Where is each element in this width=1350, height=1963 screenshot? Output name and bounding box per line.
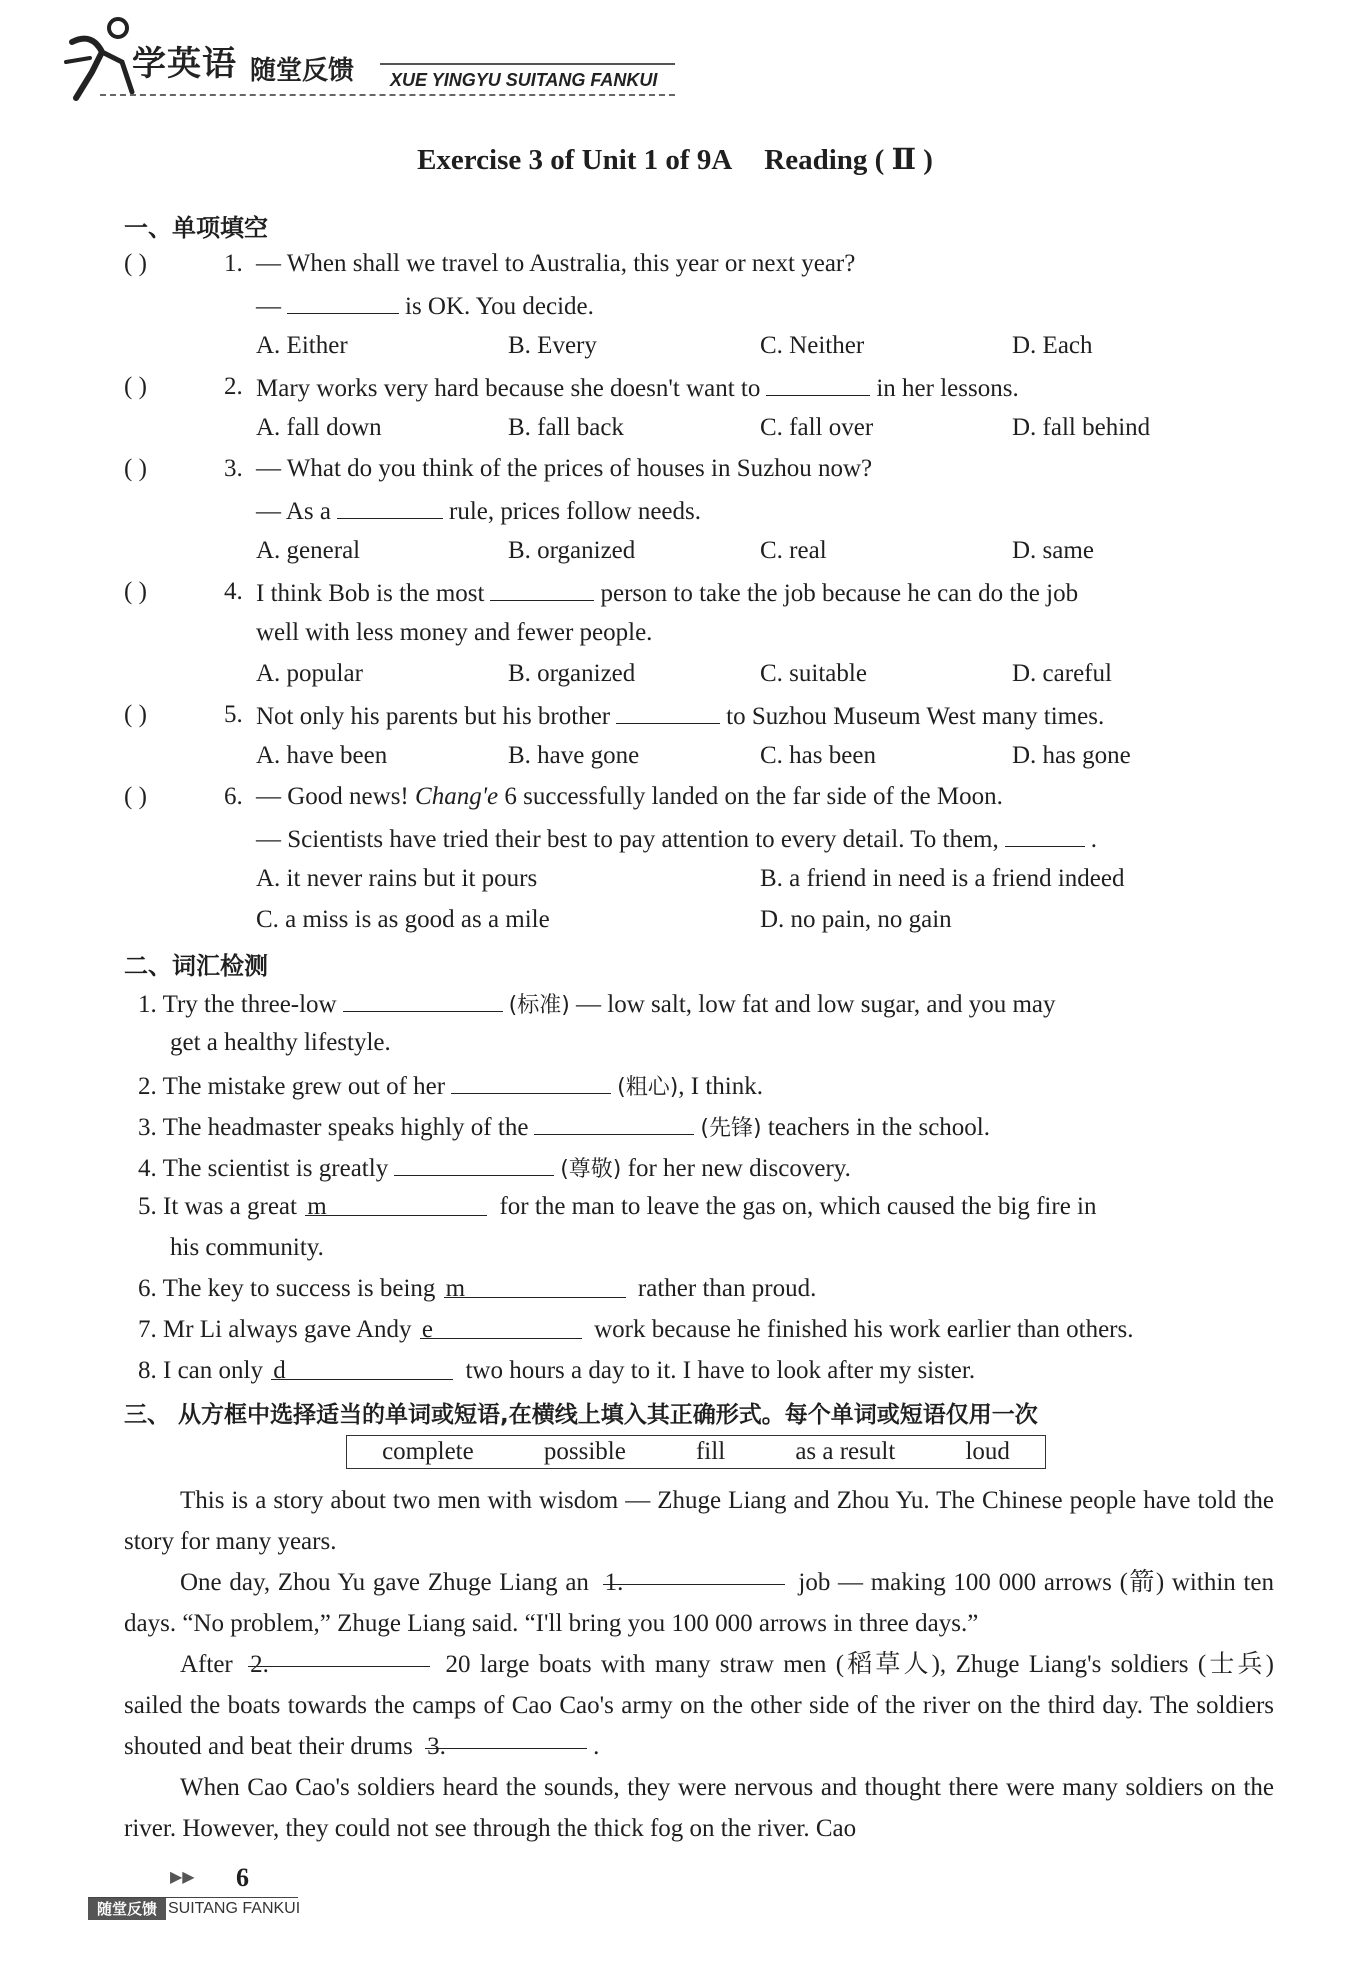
answer-blank[interactable]	[490, 578, 594, 601]
exercise-title-sub: Reading ( Ⅱ )	[764, 144, 933, 176]
answer-blank[interactable]: 3.	[425, 1726, 587, 1749]
option-b: B. organized	[508, 537, 636, 564]
vocab-item: 8. I can only d two hours a day to it. I have to look after my sister.	[138, 1357, 976, 1384]
word-bank-item: complete	[382, 1438, 474, 1465]
option-d: D. careful	[1012, 660, 1112, 687]
answer-paren[interactable]: ( )	[124, 373, 147, 400]
word-bank-item: loud	[965, 1438, 1010, 1465]
answer-blank[interactable]: 1.	[603, 1562, 785, 1585]
page-number: 6	[236, 1863, 249, 1892]
option-c: C. real	[760, 537, 827, 564]
option-c: C. fall over	[760, 414, 874, 441]
passage-paragraph: One day, Zhou Yu gave Zhuge Liang an 1. job — making 100 000 arrows (箭) within ten days. “No problem,” Zhuge Liang said. “I'll bring you 100 000 arrows in three days.”	[124, 1562, 1274, 1644]
vocab-item: 5. It was a great m for the man to leave the gas on, which caused the big fire in	[138, 1193, 1097, 1220]
header-subtitle-cn: 随堂反馈	[250, 56, 355, 86]
question-number: 4.	[224, 578, 243, 605]
question-number: 6.	[224, 783, 243, 810]
header-title-en: XUE YINGYU SUITANG FANKUI	[390, 70, 658, 90]
word-bank-item: fill	[695, 1438, 726, 1465]
section2-heading: 二、词汇检测	[124, 952, 268, 980]
option-d: D. fall behind	[1012, 414, 1151, 441]
exercise-title-main: Exercise 3 of Unit 1 of 9A	[417, 144, 733, 176]
option-a: A. it never rains but it pours	[256, 865, 538, 892]
question-text: — When shall we travel to Australia, this year or next year?	[256, 250, 856, 277]
section1-heading: 一、单项填空	[124, 214, 268, 242]
question-text: — As a rule, prices follow needs.	[256, 498, 702, 525]
question-text: — Good news! Chang'e 6 successfully landed on the far side of the Moon.	[256, 783, 1003, 810]
option-b: B. Every	[508, 332, 597, 359]
vocab-item-continued: his community.	[170, 1234, 324, 1261]
answer-paren[interactable]: ( )	[124, 250, 147, 277]
section3-heading: 三、 从方框中选择适当的单词或短语,在横线上填入其正确形式。每个单词或短语仅用一次	[124, 1402, 1038, 1428]
answer-blank[interactable]	[534, 1112, 694, 1135]
header-rule-dashed	[100, 94, 675, 96]
option-c: C. Neither	[760, 332, 865, 359]
answer-blank[interactable]	[337, 496, 443, 519]
option-d: D. has gone	[1012, 742, 1131, 769]
footer-tag-cn: 随堂反馈	[88, 1898, 166, 1920]
vocab-item-continued: get a healthy lifestyle.	[170, 1029, 391, 1056]
answer-blank[interactable]: d	[271, 1357, 453, 1380]
passage-paragraph: This is a story about two men with wisdom — Zhuge Liang and Zhou Yu. The Chinese people have told the story for many years.	[124, 1487, 1274, 1555]
passage-paragraph: After 2. 20 large boats with many straw men (稻草人), Zhuge Liang's soldiers (士兵) sailed the boats towards the camps of Cao Cao's army on the other side of the river on the third day. The soldiers shouted and beat their drums 3. .	[124, 1644, 1274, 1767]
option-b: B. organized	[508, 660, 636, 687]
question-text: Mary works very hard because she doesn't want to in her lessons.	[256, 375, 1019, 402]
answer-blank[interactable]	[616, 701, 720, 724]
answer-blank[interactable]: m	[305, 1193, 487, 1216]
option-a: A. Either	[256, 332, 348, 359]
double-arrow-icon: ▶▶	[170, 1869, 195, 1886]
option-c: C. suitable	[760, 660, 867, 687]
answer-paren[interactable]: ( )	[124, 701, 147, 728]
vocab-item: 1. Try the three-low (标准) — low salt, low fat and low sugar, and you may	[138, 991, 1056, 1018]
option-d: D. same	[1012, 537, 1094, 564]
question-text: Not only his parents but his brother to Suzhou Museum West many times.	[256, 703, 1105, 730]
footer-tag-en: SUITANG FANKUI	[168, 1900, 301, 1917]
question-text: well with less money and fewer people.	[256, 619, 653, 646]
option-d: D. Each	[1012, 332, 1093, 359]
option-c: C. a miss is as good as a mile	[256, 906, 550, 933]
answer-blank[interactable]: m	[444, 1275, 626, 1298]
answer-blank[interactable]	[1005, 824, 1085, 847]
option-a: A. popular	[256, 660, 363, 687]
answer-paren[interactable]: ( )	[124, 455, 147, 482]
option-a: A. general	[256, 537, 361, 564]
vocab-item: 4. The scientist is greatly (尊敬) for her new discovery.	[138, 1155, 851, 1182]
answer-blank[interactable]	[287, 291, 399, 314]
option-a: A. have been	[256, 742, 388, 769]
answer-blank[interactable]: 2.	[248, 1644, 430, 1667]
question-text: — Scientists have tried their best to pay attention to every detail. To them, .	[256, 826, 1097, 853]
vocab-item: 7. Mr Li always gave Andy e work because he finished his work earlier than others.	[138, 1316, 1134, 1343]
runner-logo-icon	[62, 12, 138, 104]
option-d: D. no pain, no gain	[760, 906, 952, 933]
vocab-item: 6. The key to success is being m rather than proud.	[138, 1275, 817, 1302]
question-text: I think Bob is the most person to take the job because he can do the job	[256, 580, 1079, 607]
option-a: A. fall down	[256, 414, 382, 441]
answer-blank[interactable]: e	[420, 1316, 582, 1339]
answer-paren[interactable]: ( )	[124, 578, 147, 605]
word-bank-item: as a result	[795, 1438, 896, 1465]
option-b: B. fall back	[508, 414, 624, 441]
question-number: 2.	[224, 373, 243, 400]
option-b: B. a friend in need is a friend indeed	[760, 865, 1125, 892]
question-number: 3.	[224, 455, 243, 482]
word-bank-box	[346, 1435, 1046, 1469]
answer-paren[interactable]: ( )	[124, 783, 147, 810]
option-c: C. has been	[760, 742, 876, 769]
answer-blank[interactable]	[451, 1071, 611, 1094]
question-text: — is OK. You decide.	[256, 293, 594, 320]
header-title-cn: 学英语	[132, 44, 237, 84]
word-bank-item: possible	[543, 1438, 626, 1465]
answer-blank[interactable]	[343, 989, 503, 1012]
question-text: — What do you think of the prices of houses in Suzhou now?	[256, 455, 873, 482]
option-b: B. have gone	[508, 742, 640, 769]
answer-blank[interactable]	[766, 373, 870, 396]
vocab-item: 2. The mistake grew out of her (粗心), I think.	[138, 1073, 763, 1100]
question-number: 5.	[224, 701, 243, 728]
answer-blank[interactable]	[394, 1153, 554, 1176]
vocab-item: 3. The headmaster speaks highly of the (先锋) teachers in the school.	[138, 1114, 990, 1141]
header-rule-solid	[380, 63, 675, 65]
passage-paragraph: When Cao Cao's soldiers heard the sounds, they were nervous and thought there were many soldiers on the river. However, they could not see through the thick fog on the river. Cao	[124, 1774, 1274, 1842]
question-number: 1.	[224, 250, 243, 277]
exercise-title	[0, 142, 1350, 177]
